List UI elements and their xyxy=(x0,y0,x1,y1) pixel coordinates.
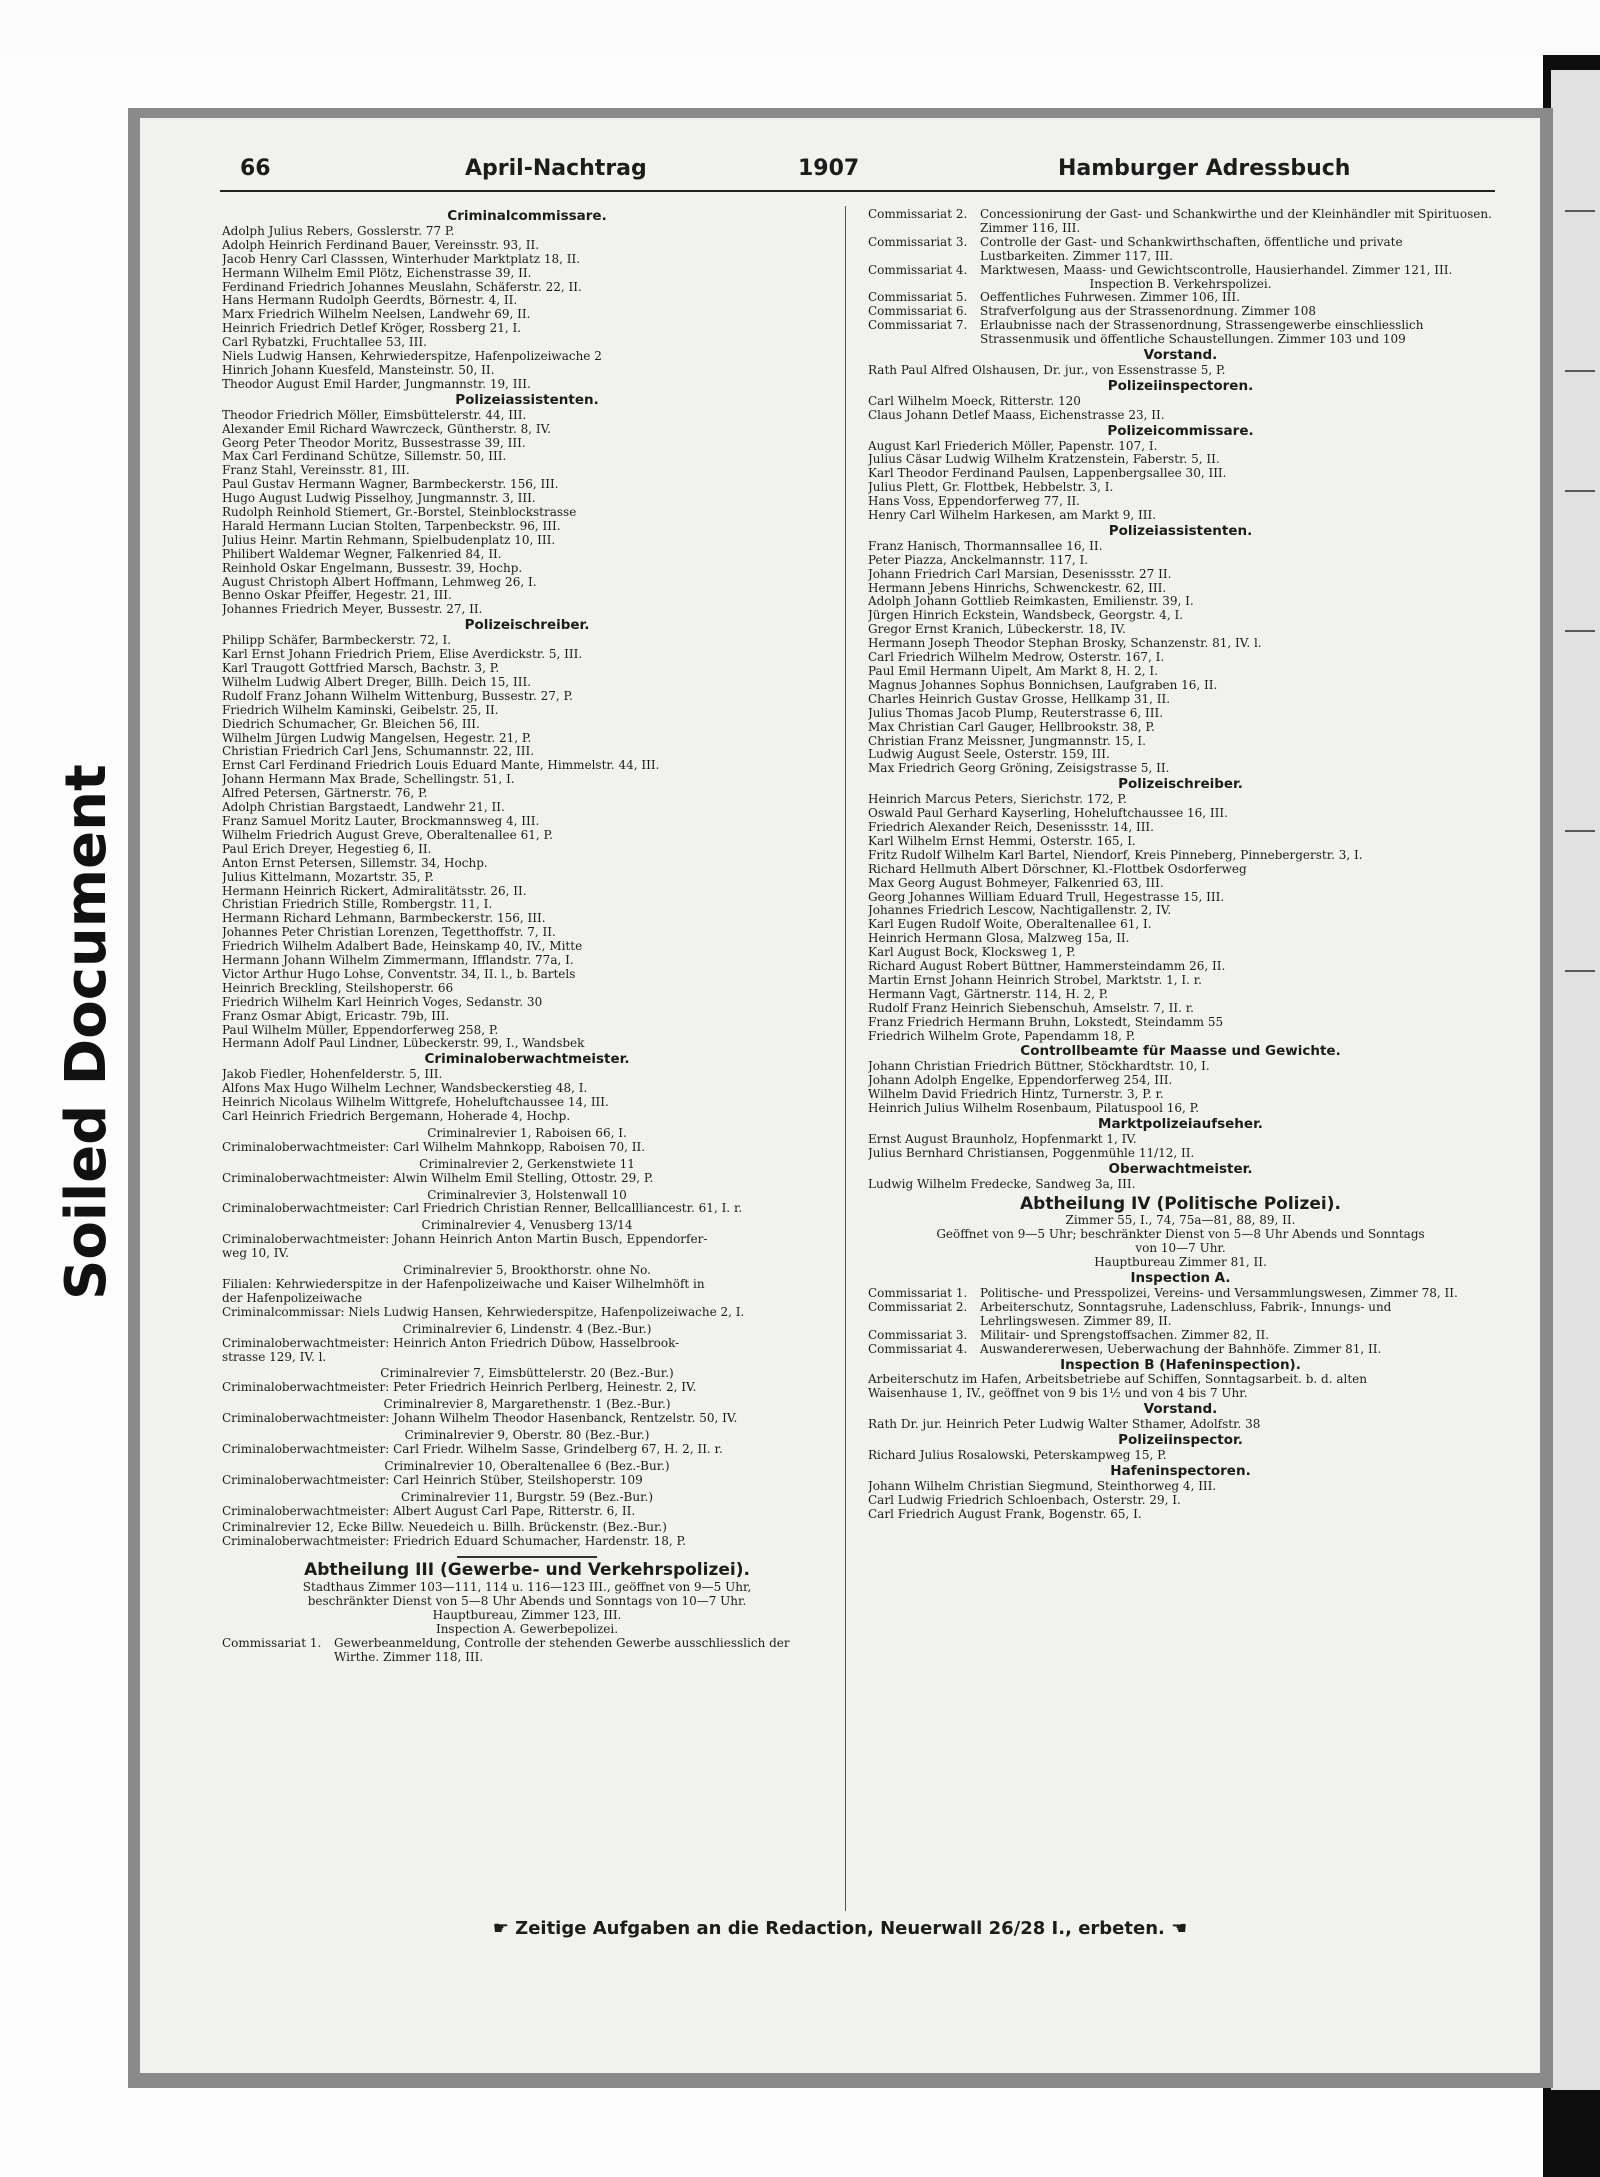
department-heading: Abtheilung III (Gewerbe- und Verkehrspolizei). xyxy=(304,1560,750,1581)
district-line: strasse 129, IV. l. xyxy=(222,1350,327,1364)
entry-line: Hermann Johann Wilhelm Zimmermann, Ifflandstr. 77a, I. xyxy=(222,954,574,968)
left-column xyxy=(222,208,832,1665)
entry-line: Heinrich Julius Wilhelm Rosenbaum, Pilatuspool 16, P. xyxy=(868,1102,1200,1116)
section-heading: Polizeiinspector. xyxy=(1118,1432,1243,1449)
entry-line: Rudolf Franz Johann Wilhelm Wittenburg, Bussestr. 27, P. xyxy=(222,689,573,703)
entry-line: Hans Hermann Rudolph Geerdts, Börnestr. 4, II. xyxy=(222,294,518,308)
commissariat-text: Controlle der Gast- und Schankwirthschaften, öffentliche und private Lustbarkeiten. Zimmer 117, III. xyxy=(980,234,1403,263)
entry-line: Harald Hermann Lucian Stolten, Tarpenbeckstr. 96, III. xyxy=(222,519,561,533)
entry-line: Julius Cäsar Ludwig Wilhelm Kratzenstein, Faberstr. 5, II. xyxy=(868,453,1220,467)
entry-line: Christian Friedrich Carl Jens, Schumannstr. 22, III. xyxy=(222,745,535,759)
column-divider xyxy=(845,206,846,1911)
entry-line: Henry Carl Wilhelm Harkesen, am Markt 9, III. xyxy=(868,509,1157,523)
entry-line: Hermann Heinrich Rickert, Admiralitätsstr. 26, II. xyxy=(222,884,527,898)
entry-line: Adolph Heinrich Ferdinand Bauer, Vereinsstr. 93, II. xyxy=(222,238,540,252)
entry-line: Anton Ernst Petersen, Sillemstr. 34, Hochp. xyxy=(222,856,488,870)
header-rule xyxy=(220,190,1495,192)
entry-line: Johannes Friedrich Lescow, Nachtigallenstr. 2, IV. xyxy=(868,904,1172,918)
commissariat-row xyxy=(868,208,1493,236)
entry-list xyxy=(868,1480,1493,1522)
entry-line: Diedrich Schumacher, Gr. Bleichen 56, III. xyxy=(222,717,480,731)
entry-line: Max Carl Ferdinand Schütze, Sillemstr. 50, III. xyxy=(222,450,507,464)
entry-list xyxy=(222,1068,832,1124)
entry-line: Karl Traugott Gottfried Marsch, Bachstr. 3, P. xyxy=(222,662,500,675)
entry-line: Julius Thomas Jacob Plump, Reuterstrasse 6, III. xyxy=(868,706,1164,720)
entry-line: Georg Johannes William Eduard Trull, Hegestrasse 15, III. xyxy=(868,890,1225,904)
district-heading: Criminalrevier 1, Raboisen 66, I. xyxy=(427,1125,627,1140)
entry-line: Wilhelm David Friedrich Hintz, Turnerstr. 3, P. r. xyxy=(868,1088,1164,1102)
entry-line: Richard Julius Rosalowski, Peterskampweg 15, P. xyxy=(868,1448,1167,1462)
entry-line: Johann Friedrich Carl Marsian, Desenissstr. 27 II. xyxy=(868,567,1172,581)
entry-line: Carl Ludwig Friedrich Schloenbach, Osterstr. 29, I. xyxy=(868,1493,1181,1507)
district-heading: Criminalrevier 11, Burgstr. 59 (Bez.-Bur.) xyxy=(400,1489,654,1504)
entry-line: Martin Ernst Johann Heinrich Strobel, Marktstr. 1, I. r. xyxy=(868,973,1202,987)
entry-line: Oswald Paul Gerhard Kayserling, Hoheluftchaussee 16, III. xyxy=(868,807,1228,821)
district-heading: Criminalrevier 6, Lindenstr. 4 (Bez.-Bur.) xyxy=(402,1321,652,1336)
entry-line: Johannes Friedrich Meyer, Bussestr. 27, II. xyxy=(222,603,483,617)
commissariat-label: Commissariat 3. xyxy=(868,1327,968,1342)
district-line: Criminaloberwachtmeister: Peter Friedrich Heinrich Perlberg, Heinestr. 2, IV. xyxy=(222,1381,697,1395)
entry-line: Karl August Bock, Klocksweg 1, P. xyxy=(868,946,1076,960)
entry-line: Ferdinand Friedrich Johannes Meuslahn, Schäferstr. 22, II. xyxy=(222,280,582,294)
entry-line: Wilhelm Ludwig Albert Dreger, Billh. Deich 15, III. xyxy=(222,675,532,689)
entry-line: Max Georg August Bohmeyer, Falkenried 63, III. xyxy=(868,876,1164,890)
district-line: Criminaloberwachtmeister: Johann Heinrich Anton Martin Busch, Eppendorfer- xyxy=(222,1233,708,1247)
section-heading: Inspection B (Hafeninspection). xyxy=(1060,1356,1301,1373)
section-separator xyxy=(457,1556,597,1558)
entry-line: Paul Wilhelm Müller, Eppendorferweg 258, P. xyxy=(222,1023,499,1037)
section-heading: Controllbeamte für Maasse und Gewichte. xyxy=(1020,1043,1341,1060)
entry-line: Victor Arthur Hugo Lohse, Conventstr. 34, II. l., b. Bartels xyxy=(222,967,576,981)
entry-line: Franz Stahl, Vereinsstr. 81, III. xyxy=(222,464,410,478)
entry-line: Johann Wilhelm Christian Siegmund, Steinthorweg 4, III. xyxy=(868,1479,1217,1493)
page-header xyxy=(140,156,1540,190)
district-heading: Criminalrevier 10, Oberaltenallee 6 (Bez.-Bur.) xyxy=(384,1458,670,1473)
entry-line: Arbeiterschutz im Hafen, Arbeitsbetriebe auf Schiffen, Sonntagsarbeit. b. d. alten xyxy=(868,1373,1367,1387)
commissariat-label: Commissariat 2. xyxy=(868,207,968,221)
district-line: Criminaloberwachtmeister: Friedrich Eduard Schumacher, Hardenstr. 18, P. xyxy=(222,1535,686,1549)
entry-line: Paul Erich Dreyer, Hegestieg 6, II. xyxy=(222,842,432,856)
entry-line: Paul Emil Hermann Uipelt, Am Markt 8, H. 2, I. xyxy=(868,665,1158,678)
header-right-title: Hamburger Adressbuch xyxy=(1058,156,1351,181)
district-heading: Criminalrevier 5, Brookthorstr. ohne No. xyxy=(403,1263,651,1278)
entry-line: Benno Oskar Pfeiffer, Hegestr. 21, III. xyxy=(222,589,452,603)
entry-line: Alfred Petersen, Gärtnerstr. 76, P. xyxy=(222,787,428,801)
commissariat-row xyxy=(868,264,1493,278)
page-number: 66 xyxy=(240,156,271,181)
section-heading: Vorstand. xyxy=(1143,347,1218,364)
section-heading: Criminalcommissare. xyxy=(447,208,607,224)
commissariat-row xyxy=(868,319,1493,347)
commissariat-row xyxy=(868,1287,1493,1301)
adjacent-page-edge xyxy=(1551,70,1600,2090)
entry-line: Hermann Joseph Theodor Stephan Brosky, Schanzenstr. 81, IV. l. xyxy=(868,637,1262,651)
entry-line: Heinrich Hermann Glosa, Malzweg 15a, II. xyxy=(868,932,1130,946)
entry-line: Karl Ernst Johann Friedrich Priem, Elise Averdickstr. 5, III. xyxy=(222,648,583,662)
commissariat-label: Commissariat 2. xyxy=(868,1299,968,1314)
entry-line: Christian Friedrich Stille, Rombergstr. 11, I. xyxy=(222,898,493,912)
district-line: Criminaloberwachtmeister: Johann Wilhelm Theodor Hasenbanck, Rentzelstr. 50, IV. xyxy=(222,1412,738,1426)
entry-list xyxy=(868,1449,1493,1463)
entry-line: Hugo August Ludwig Pisselhoy, Jungmannstr. 3, III. xyxy=(222,492,536,506)
right-column xyxy=(868,208,1493,1521)
district-line: Criminaloberwachtmeister: Carl Heinrich Stüber, Steilshoperstr. 109 xyxy=(222,1473,643,1487)
commissariat-text: Auswandererwesen, Ueberwachung der Bahnhöfe. Zimmer 81, II. xyxy=(980,1341,1382,1356)
entry-line: Theodor Friedrich Möller, Eimsbüttelerstr. 44, III. xyxy=(222,408,527,422)
entry-line: Jacob Henry Carl Classsen, Winterhuder Marktplatz 18, II. xyxy=(222,252,581,266)
commissariat-list xyxy=(868,291,1493,347)
entry-line: Franz Osmar Abigt, Ericastr. 79b, III. xyxy=(222,1009,450,1023)
entry-line: Hermann Vagt, Gärtnerstr. 114, H. 2, P. xyxy=(868,987,1109,1001)
commissariat-label: Commissariat 4. xyxy=(868,262,968,277)
entry-line: Max Christian Carl Gauger, Hellbrookstr. 38, P. xyxy=(868,720,1155,734)
entry-line: Geöffnet von 9—5 Uhr; beschränkter Dienst von 5—8 Uhr Abends und Sonntags xyxy=(936,1227,1425,1242)
entry-line: Georg Peter Theodor Moritz, Bussestrasse 39, III. xyxy=(222,436,526,450)
entry-line: Julius Kittelmann, Mozartstr. 35, P. xyxy=(222,870,434,884)
entry-line: Alfons Max Hugo Wilhelm Lechner, Wandsbeckerstieg 48, I. xyxy=(222,1082,588,1096)
entry-line: Adolph Julius Rebers, Gosslerstr. 77 P. xyxy=(222,224,455,238)
section-heading: Polizeiassistenten. xyxy=(455,391,599,408)
entry-line: Jürgen Hinrich Eckstein, Wandsbeck, Georgstr. 4, I. xyxy=(868,609,1184,623)
entry-line: Gregor Ernst Kranich, Lübeckerstr. 18, IV. xyxy=(868,623,1126,637)
entry-line: Hermann Wilhelm Emil Plötz, Eichenstrasse 39, II. xyxy=(222,266,532,280)
entry-line: Heinrich Nicolaus Wilhelm Wittgrefe, Hoheluftchaussee 14, III. xyxy=(222,1096,609,1110)
entry-line: Stadthaus Zimmer 103—111, 114 u. 116—123 III., geöffnet von 9—5 Uhr, xyxy=(302,1580,752,1595)
entry-line: Hauptbureau, Zimmer 123, III. xyxy=(432,1608,622,1622)
entry-list xyxy=(868,395,1493,423)
commissariat-label: Commissariat 1. xyxy=(868,1285,968,1300)
entry-line: Fritz Rudolf Wilhelm Karl Bartel, Niendorf, Kreis Pinneberg, Pinnebergerstr. 3, I. xyxy=(868,848,1363,862)
entry-list xyxy=(222,634,832,1051)
entry-line: Hermann Richard Lehmann, Barmbeckerstr. 156, III. xyxy=(222,912,546,926)
entry-line: Friedrich Wilhelm Adalbert Bade, Heinskamp 40, IV., Mitte xyxy=(222,940,583,954)
entry-line: Jakob Fiedler, Hohenfelderstr. 5, III. xyxy=(222,1068,443,1082)
commissariat-list xyxy=(868,1287,1493,1357)
entry-line: Hermann Jebens Hinrichs, Schwenckestr. 62, III. xyxy=(868,581,1167,595)
entry-line: Adolph Christian Bargstaedt, Landwehr 21, II. xyxy=(222,801,505,815)
entry-line: Rath Paul Alfred Olshausen, Dr. jur., von Essenstrasse 5, P. xyxy=(868,363,1226,377)
section-heading: Polizeiassistenten. xyxy=(1108,522,1253,539)
department-info xyxy=(222,1581,832,1623)
commissariat-text: Marktwesen, Maass- und Gewichtscontrolle, Hausierhandel. Zimmer 121, III. xyxy=(980,262,1453,277)
entry-line: Heinrich Breckling, Steilshoperstr. 66 xyxy=(222,981,454,995)
district-heading: Criminalrevier 7, Eimsbüttelerstr. 20 (Bez.-Bur.) xyxy=(380,1366,674,1381)
commissariat-text: Politische- und Presspolizei, Vereins- und Versammlungswesen, Zimmer 78, II. xyxy=(980,1285,1458,1300)
district-line: Criminaloberwachtmeister: Albert August Carl Pape, Ritterstr. 6, II. xyxy=(222,1504,636,1518)
entry-line: Ernst August Braunholz, Hopfenmarkt 1, IV. xyxy=(868,1132,1137,1146)
entry-line: Adolph Johann Gottlieb Reimkasten, Emilienstr. 39, I. xyxy=(868,595,1194,609)
commissariat-text: Concessionirung der Gast- und Schankwirthe und der Kleinhändler mit Spirituosen. Zimmer 116, III. xyxy=(980,207,1492,235)
entry-line: August Karl Friederich Möller, Papenstr. 107, I. xyxy=(868,439,1158,453)
district-heading: Criminalrevier 9, Oberstr. 80 (Bez.-Bur.) xyxy=(404,1428,650,1443)
commissariat-text: Militair- und Sprengstoffsachen. Zimmer 82, II. xyxy=(980,1327,1270,1342)
entry-line: Friedrich Alexander Reich, Desenissstr. 14, III. xyxy=(868,820,1154,834)
entry-line: Hans Voss, Eppendorferweg 77, II. xyxy=(868,495,1080,509)
entry-line: Friedrich Wilhelm Kaminski, Geibelstr. 25, II. xyxy=(222,703,499,717)
entry-line: Alexander Emil Richard Wawrczeck, Güntherstr. 8, IV. xyxy=(222,422,551,436)
district-line: Criminaloberwachtmeister: Carl Friedrich Christian Renner, Bellcallliancestr. 61, I. r. xyxy=(222,1202,743,1216)
entry-line: Carl Friedrich Wilhelm Medrow, Osterstr. 167, I. xyxy=(868,651,1165,665)
section-heading: Vorstand. xyxy=(1143,1401,1218,1418)
inspection-heading: Inspection A. Gewerbepolizei. xyxy=(435,1621,619,1636)
entry-line: Franz Hanisch, Thormannsallee 16, II. xyxy=(868,539,1103,553)
address-book-page xyxy=(140,118,1540,2073)
commissariat-row xyxy=(868,1301,1493,1329)
commissariat-label: Commissariat 7. xyxy=(868,318,968,333)
entry-list xyxy=(868,364,1493,378)
entry-list xyxy=(868,793,1493,1043)
entry-line: Carl Heinrich Friedrich Bergemann, Hoherade 4, Hochp. xyxy=(222,1110,571,1123)
district-line: Criminalcommissar: Niels Ludwig Hansen, Kehrwiederspitze, Hafenpolizeiwache 2, I. xyxy=(222,1305,745,1319)
entry-list xyxy=(868,440,1493,523)
entry-line: Theodor August Emil Harder, Jungmannstr. 19, III. xyxy=(222,377,531,391)
entry-list xyxy=(868,1373,1493,1401)
district-heading: Criminalrevier 8, Margarethenstr. 1 (Bez.-Bur.) xyxy=(383,1397,671,1412)
entry-line: Franz Friedrich Hermann Bruhn, Lokstedt, Steindamm 55 xyxy=(868,1015,1224,1029)
section-heading: Polizeicommissare. xyxy=(1107,422,1254,439)
entry-line: Richard August Robert Büttner, Hammersteindamm 26, II. xyxy=(868,960,1226,974)
entry-line: Waisenhause 1, IV., geöffnet von 9 bis 1½ und von 4 bis 7 Uhr. xyxy=(868,1387,1248,1401)
header-year: 1907 xyxy=(798,156,860,181)
entry-line: Heinrich Friedrich Detlef Kröger, Rossberg 21, I. xyxy=(222,322,522,336)
commissariat-row xyxy=(868,305,1493,319)
entry-list xyxy=(868,1178,1493,1192)
entry-line: Rath Dr. jur. Heinrich Peter Ludwig Walter Sthamer, Adolfstr. 38 xyxy=(868,1418,1261,1432)
section-heading: Marktpolizeiaufseher. xyxy=(1098,1116,1263,1132)
soiled-document-label: Soiled Document xyxy=(54,764,119,1300)
district-heading: Criminalrevier 2, Gerkenstwiete 11 xyxy=(419,1156,635,1171)
commissariat-text: Oeffentliches Fuhrwesen. Zimmer 106, III. xyxy=(980,290,1240,305)
entry-line: Julius Plett, Gr. Flottbek, Hebbelstr. 3, I. xyxy=(868,481,1114,495)
entry-line: Franz Samuel Moritz Lauter, Brockmannsweg 4, III. xyxy=(222,814,540,828)
entry-line: Johann Adolph Engelke, Eppendorferweg 254, III. xyxy=(868,1074,1173,1088)
header-left-title: April-Nachtrag xyxy=(465,156,647,181)
section-heading: Oberwachtmeister. xyxy=(1108,1160,1253,1177)
entry-line: Julius Heinr. Martin Rehmann, Spielbudenplatz 10, III. xyxy=(222,533,556,547)
entry-line: Ernst Carl Ferdinand Friedrich Louis Eduard Mante, Himmelstr. 44, III. xyxy=(222,759,660,773)
entry-line: Rudolph Reinhold Stiemert, Gr.-Borstel, Steinblockstrasse xyxy=(222,506,577,520)
section-heading: Inspection A. xyxy=(1130,1270,1231,1287)
district-heading: Criminalrevier 3, Holstenwall 10 xyxy=(427,1187,627,1202)
section-heading: Hafeninspectoren. xyxy=(1110,1462,1251,1479)
footer-notice: ☛ Zeitige Aufgaben an die Redaction, Neuerwall 26/28 I., erbeten. ☚ xyxy=(492,1918,1188,1939)
district-line: Criminaloberwachtmeister: Carl Friedr. Wilhelm Sasse, Grindelberg 67, H. 2, II. r. xyxy=(222,1442,723,1456)
entry-list xyxy=(868,540,1493,776)
commissariat-row xyxy=(868,291,1493,305)
commissariat-text: Gewerbeanmeldung, Controlle der stehenden Gewerbe ausschliesslich der Wirthe. Zimmer 118, III. xyxy=(334,1635,790,1664)
commissariat-list xyxy=(868,208,1493,278)
entry-list xyxy=(868,1060,1493,1116)
entry-line: Hinrich Johann Kuesfeld, Mansteinstr. 50, II. xyxy=(222,363,495,377)
section-heading: Polizeischreiber. xyxy=(1118,776,1243,793)
entry-line: von 10—7 Uhr. xyxy=(1135,1241,1226,1256)
criminal-district-list xyxy=(222,1127,832,1549)
commissariat-label: Commissariat 1. xyxy=(222,1635,322,1650)
entry-line: Friedrich Wilhelm Grote, Papendamm 18, P. xyxy=(868,1029,1136,1043)
entry-line: Carl Wilhelm Moeck, Ritterstr. 120 xyxy=(868,394,1081,408)
district-line: Criminalrevier 12, Ecke Billw. Neuedeich u. Billh. Brückenstr. (Bez.-Bur.) xyxy=(222,1521,667,1535)
entry-line: Richard Hellmuth Albert Dörschner, Kl.-Flottbek Osdorferweg xyxy=(868,862,1247,876)
entry-line: Philibert Waldemar Wegner, Falkenried 84, II. xyxy=(222,547,502,561)
entry-line: Niels Ludwig Hansen, Kehrwiederspitze, Hafenpolizeiwache 2 xyxy=(222,350,602,364)
entry-line: Wilhelm Friedrich August Greve, Oberaltenallee 61, P. xyxy=(222,828,553,842)
entry-line: Christian Franz Meissner, Jungmannstr. 15, I. xyxy=(868,734,1146,748)
entry-line: Carl Friedrich August Frank, Bogenstr. 65, I. xyxy=(868,1507,1142,1521)
entry-line: Hauptbureau Zimmer 81, II. xyxy=(1094,1255,1267,1270)
commissariat-row xyxy=(868,1329,1493,1343)
inspection-heading: Inspection B. Verkehrspolizei. xyxy=(1089,276,1272,291)
entry-line: Hermann Adolf Paul Lindner, Lübeckerstr. 99, I., Wandsbek xyxy=(222,1037,585,1051)
entry-line: Carl Rybatzki, Fruchtallee 53, III. xyxy=(222,336,427,350)
department-info xyxy=(868,1214,1493,1270)
scan-top-margin xyxy=(0,0,1600,55)
entry-line: beschränkter Dienst von 5—8 Uhr Abends und Sonntags von 10—7 Uhr. xyxy=(307,1594,747,1609)
entry-line: Charles Heinrich Gustav Grosse, Hellkamp 31, II. xyxy=(868,692,1171,706)
commissariat-label: Commissariat 3. xyxy=(868,234,968,249)
commissariat-label: Commissariat 6. xyxy=(868,304,968,319)
entry-line: Ludwig August Seele, Osterstr. 159, III. xyxy=(868,748,1110,762)
commissariat-label: Commissariat 5. xyxy=(868,290,968,305)
entry-line: Claus Johann Detlef Maass, Eichenstrasse 23, II. xyxy=(868,408,1165,422)
section-heading: Criminaloberwachtmeister. xyxy=(424,1051,630,1068)
district-line: Criminaloberwachtmeister: Carl Wilhelm Mahnkopp, Raboisen 70, II. xyxy=(222,1140,646,1154)
entry-line: Zimmer 55, I., 74, 75a—81, 88, 89, II. xyxy=(1065,1213,1296,1228)
entry-line: Friedrich Wilhelm Karl Heinrich Voges, Sedanstr. 30 xyxy=(222,995,543,1009)
section-heading: Polizeiinspectoren. xyxy=(1107,377,1254,394)
commissariat-row xyxy=(868,1343,1493,1357)
commissariat-row xyxy=(222,1637,832,1665)
district-line: Criminaloberwachtmeister: Alwin Wilhelm Emil Stelling, Ottostr. 29, P. xyxy=(222,1171,654,1185)
commissariat-text: Erlaubnisse nach der Strassenordnung, Strassengewerbe einschliesslich Strassenmusik und öffentliche Schaustellungen. Zimmer 103 und 109 xyxy=(980,318,1424,347)
district-line: Filialen: Kehrwiederspitze in der Hafenpolizeiwache und Kaiser Wilhelmhöft in xyxy=(222,1277,705,1291)
entry-line: Karl Theodor Ferdinand Paulsen, Lappenbergsallee 30, III. xyxy=(868,467,1227,481)
entry-line: Ludwig Wilhelm Fredecke, Sandweg 3a, III. xyxy=(868,1177,1136,1191)
section-heading: Polizeischreiber. xyxy=(464,617,590,634)
entry-line: Marx Friedrich Wilhelm Neelsen, Landwehr 69, II. xyxy=(222,308,531,322)
commissariat-text: Strafverfolgung aus der Strassenordnung. Zimmer 108 xyxy=(980,304,1317,319)
entry-line: Julius Bernhard Christiansen, Poggenmühle 11/12, II. xyxy=(868,1146,1195,1160)
entry-line: Philipp Schäfer, Barmbeckerstr. 72, I. xyxy=(222,634,452,648)
entry-line: Heinrich Marcus Peters, Sierichstr. 172, P. xyxy=(868,793,1127,807)
entry-line: Wilhelm Jürgen Ludwig Mangelsen, Hegestr. 21, P. xyxy=(222,731,532,745)
department-heading: Abtheilung IV (Politische Polizei). xyxy=(1020,1193,1341,1214)
district-heading: Criminalrevier 4, Venusberg 13/14 xyxy=(421,1218,633,1233)
commissariat-row xyxy=(868,236,1493,264)
district-line: der Hafenpolizeiwache xyxy=(222,1291,363,1305)
entry-line: Johann Christian Friedrich Büttner, Stöckhardtstr. 10, I. xyxy=(868,1060,1210,1074)
entry-line: Karl Wilhelm Ernst Hemmi, Osterstr. 165, I. xyxy=(868,834,1136,848)
entry-list xyxy=(868,1133,1493,1161)
commissariat-label: Commissariat 4. xyxy=(868,1341,968,1356)
district-line: weg 10, IV. xyxy=(222,1247,289,1261)
entry-line: Rudolf Franz Heinrich Siebenschuh, Amselstr. 7, II. r. xyxy=(868,1001,1194,1015)
entry-list xyxy=(222,409,832,618)
entry-line: Johann Hermann Max Brade, Schellingstr. 51, I. xyxy=(222,773,515,787)
entry-line: Magnus Johannes Sophus Bonnichsen, Laufgraben 16, II. xyxy=(868,678,1218,692)
entry-line: Reinhold Oskar Engelmann, Bussestr. 39, Hochp. xyxy=(222,561,523,575)
entry-line: August Christoph Albert Hoffmann, Lehmweg 26, I. xyxy=(222,575,537,589)
entry-list xyxy=(868,1418,1493,1432)
entry-line: Max Friedrich Georg Gröning, Zeisigstrasse 5, II. xyxy=(868,762,1170,776)
entry-line: Paul Gustav Hermann Wagner, Barmbeckerstr. 156, III. xyxy=(222,478,559,492)
commissariat-text: Arbeiterschutz, Sonntagsruhe, Ladenschluss, Fabrik-, Innungs- und Lehrlingswesen. Zimmer 89, II. xyxy=(980,1299,1392,1328)
entry-line: Karl Eugen Rudolf Woite, Oberaltenallee 61, I. xyxy=(868,918,1152,932)
district-line: Criminaloberwachtmeister: Heinrich Anton Friedrich Dübow, Hasselbrook- xyxy=(222,1336,680,1350)
entry-line: Peter Piazza, Anckelmannstr. 117, I. xyxy=(868,553,1089,567)
entry-list xyxy=(222,225,832,392)
entry-line: Johannes Peter Christian Lorenzen, Tegetthoffstr. 7, II. xyxy=(222,926,556,940)
